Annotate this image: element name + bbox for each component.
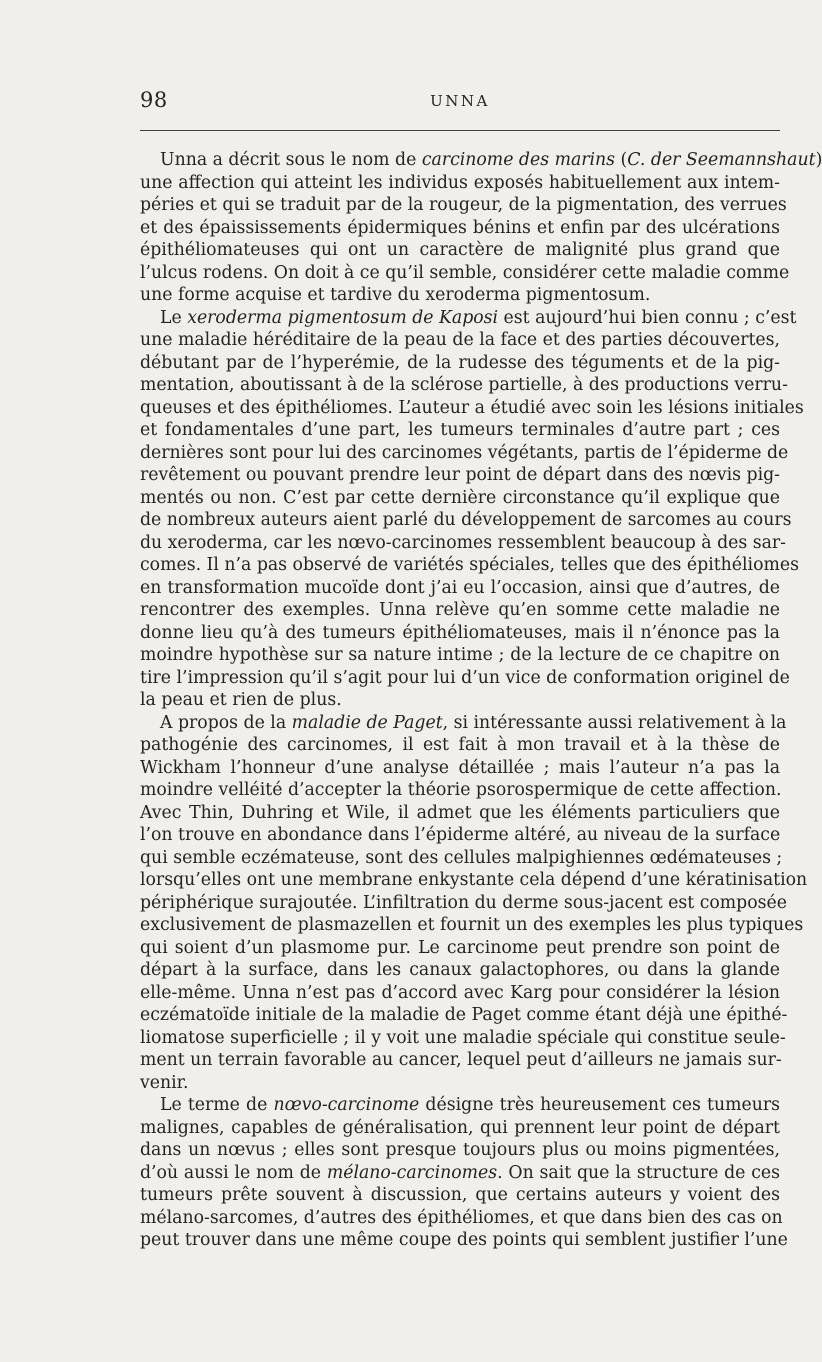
header-rule xyxy=(140,130,780,131)
text-line: d’où aussi le nom de mélano-carcinomes. On sait que la structure de ces xyxy=(140,1162,780,1183)
text-line: revêtement ou pouvant prendre leur point de départ dans des nœvis pig- xyxy=(140,465,781,485)
text-line: Unna a décrit sous le nom de carcinome des marins (C. der Seemannshaut) xyxy=(160,150,822,170)
text-line: A propos de la maladie de Paget, si intéressante aussi relativement à la xyxy=(160,712,787,733)
text-line: mélano-sarcomes, d’autres des épithéliomes, et que dans bien des cas on xyxy=(140,1207,783,1228)
text-line: une forme acquise et tardive du xeroderma pigmentosum. xyxy=(140,285,651,305)
text-line: queuses et des épithéliomes. L’auteur a étudié avec soin les lésions initiales xyxy=(140,397,804,418)
italic-term: xeroderma pigmentosum de Kaposi xyxy=(187,307,499,328)
text-line: liomatose superficielle ; il y voit une maladie spéciale qui constitue seule- xyxy=(140,1027,786,1048)
text-line: qui semble eczémateuse, sont des cellules malpighiennes œdémateuses ; xyxy=(140,847,783,868)
italic-term: C. der Seemannshaut xyxy=(627,150,816,170)
text-line: ment un terrain favorable au cancer, lequel peut d’ailleurs ne jamais sur- xyxy=(140,1050,782,1070)
text-line: et des épaississements épidermiques bénins et enfin par des ulcérations xyxy=(140,217,780,238)
text-line: Le terme de nœvo-carcinome désigne très heureusement ces tumeurs xyxy=(160,1095,780,1115)
page-header xyxy=(140,88,780,118)
text-line: en transformation mucoïde dont j’ai eu l’occasion, ainsi que d’autres, de xyxy=(140,577,780,598)
italic-term: carcinome des marins xyxy=(421,150,616,170)
text-line: tire l’impression qu’il s’agit pour lui d’un vice de conformation originel de xyxy=(140,667,790,688)
text-line: Wickham l’honneur d’une analyse détaillée ; mais l’auteur n’a pas la xyxy=(140,757,780,778)
paragraph xyxy=(140,307,804,712)
text-line: du xeroderma, car les nœvo-carcinomes ressemblent beaucoup à des sar- xyxy=(140,532,787,553)
text-line: mentés ou non. C’est par cette dernière circonstance qu’il explique que xyxy=(140,487,780,508)
text-line: moindre velléité d’accepter la théorie psorospermique de cette affection. xyxy=(140,780,782,800)
italic-term: mélano-carcinomes xyxy=(326,1162,498,1183)
text-line: débutant par de l’hyperémie, de la rudesse des téguments et de la pig- xyxy=(140,352,780,373)
text-line: mentation, aboutissant à de la sclérose partielle, à des productions verru- xyxy=(140,375,788,395)
text-line: dernières sont pour lui des carcinomes végétants, partis de l’épiderme de xyxy=(140,442,789,463)
italic-term: nœvo-carcinome xyxy=(273,1095,420,1115)
text-line: qui soient d’un plasmome pur. Le carcinome peut prendre son point de xyxy=(140,937,780,958)
text-line: de nombreux auteurs aient parlé du développement de sarcomes au cours xyxy=(140,510,792,530)
text-line: une affection qui atteint les individus exposés habituellement aux intem- xyxy=(140,172,780,193)
text-line: dans un nœvus ; elles sont presque toujours plus ou moins pigmentées, xyxy=(140,1140,780,1160)
text-line: épithéliomateuses qui ont un caractère de malignité plus grand que xyxy=(140,240,780,260)
paragraph xyxy=(140,1094,788,1252)
text-line: départ à la surface, dans les canaux galactophores, ou dans la glande xyxy=(140,960,780,980)
text-line: moindre hypothèse sur sa nature intime ; de la lecture de ce chapitre on xyxy=(140,645,780,665)
text-line: péries et qui se traduit par de la rougeur, de la pigmentation, des verrues xyxy=(140,195,787,215)
text-line: Avec Thin, Duhring et Wile, il admet que les éléments particuliers que xyxy=(140,802,780,823)
paragraph xyxy=(140,712,808,1095)
text-line: l’ulcus rodens. On doit à ce qu’il semble, considérer cette maladie comme xyxy=(140,262,790,283)
text-line: venir. xyxy=(140,1072,189,1093)
text-line: une maladie héréditaire de la peau de la face et des parties découvertes, xyxy=(140,330,780,350)
text-line: la peau et rien de plus. xyxy=(140,690,342,710)
text-line: eczématoïde initiale de la maladie de Paget comme étant déjà une épithé- xyxy=(140,1005,788,1025)
text-line: comes. Il n’a pas observé de variétés spéciales, telles que des épithéliomes xyxy=(140,555,799,575)
text-line: Le xeroderma pigmentosum de Kaposi est aujourd’hui bien connu ; c’est xyxy=(160,307,797,328)
paragraph xyxy=(140,149,822,307)
italic-term: maladie de Paget xyxy=(291,712,443,733)
text-line: l’on trouve en abondance dans l’épiderme altéré, au niveau de la surface xyxy=(140,825,781,845)
text-line: peut trouver dans une même coupe des points qui semblent justifier l’une xyxy=(140,1230,788,1250)
text-line: rencontrer des exemples. Unna relève qu’en somme cette maladie ne xyxy=(140,600,780,620)
text-line: lorsqu’elles ont une membrane enkystante cela dépend d’une kératinisation xyxy=(140,870,808,890)
text-line: exclusivement de plasmazellen et fournit un des exemples les plus typiques xyxy=(140,915,804,935)
page-number: 98 xyxy=(140,88,168,112)
text-line: périphérique surajoutée. L’infiltration du derme sous-jacent est composée xyxy=(140,892,787,913)
body-text xyxy=(140,149,822,1252)
text-line: malignes, capables de généralisation, qui prennent leur point de départ xyxy=(140,1117,780,1138)
text-line: et fondamentales d’une part, les tumeurs terminales d’autre part ; ces xyxy=(140,420,780,440)
text-line: pathogénie des carcinomes, il est fait à mon travail et à la thèse de xyxy=(140,735,780,755)
text-line: tumeurs prête souvent à discussion, que certains auteurs y voient des xyxy=(140,1185,780,1205)
running-title: UNNA xyxy=(430,92,490,110)
text-line: elle-même. Unna n’est pas d’accord avec Karg pour considérer la lésion xyxy=(140,982,780,1003)
text-line: donne lieu qu’à des tumeurs épithéliomateuses, mais il n’énonce pas la xyxy=(140,622,780,643)
